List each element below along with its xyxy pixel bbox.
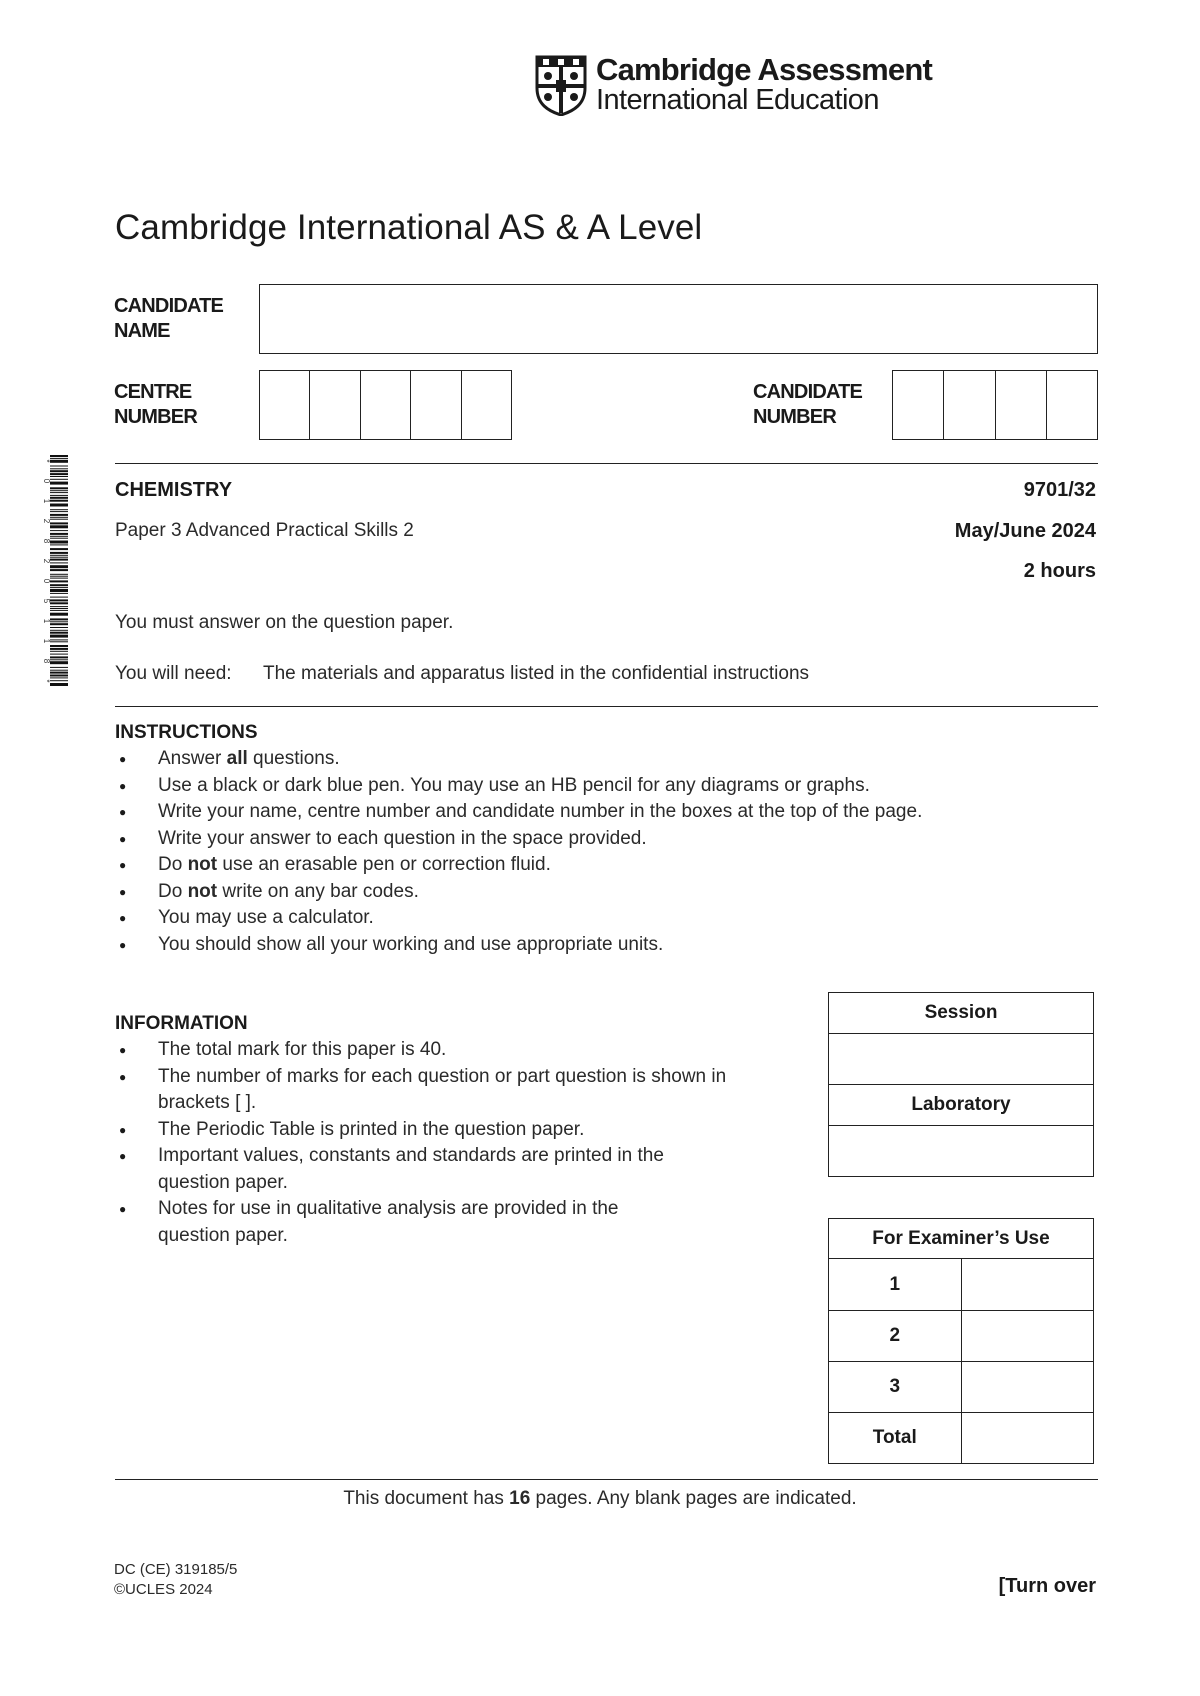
barcode-bar	[50, 492, 68, 493]
text: This document has	[343, 1488, 510, 1509]
barcode-bar	[50, 621, 68, 622]
barcode-bar	[50, 580, 68, 582]
barcode-bar	[50, 555, 68, 556]
instruction-item	[115, 799, 1098, 826]
instruction-item	[115, 852, 1098, 879]
barcode-bar	[50, 511, 68, 512]
answer-note: You must answer on the question paper.	[115, 612, 454, 633]
text: Do	[158, 854, 188, 875]
digit-cell[interactable]	[310, 371, 360, 439]
page-count: 16	[509, 1488, 531, 1509]
need-label: You will need:	[115, 663, 232, 684]
digit-cell[interactable]	[361, 371, 411, 439]
barcode-bar	[50, 517, 68, 518]
instruction-item	[115, 932, 1098, 959]
cambridge-logo	[534, 52, 933, 118]
barcode-bar	[50, 544, 68, 545]
text-line: The number of marks for each question or part question is shown in	[158, 1065, 727, 1087]
exam-session: May/June 2024	[954, 520, 1096, 542]
barcode-bar	[50, 677, 68, 678]
document-reference	[114, 1560, 237, 1600]
barcode-digit: *	[42, 459, 51, 463]
text-line: question paper.	[158, 1171, 288, 1193]
divider	[115, 463, 1098, 464]
barcode-bar	[50, 466, 68, 467]
instruction-item	[115, 879, 1098, 906]
barcode-bar	[50, 458, 68, 459]
label-line: NUMBER	[114, 406, 197, 428]
barcode-bar	[50, 509, 68, 510]
text-line: question paper.	[158, 1224, 288, 1246]
text: Do	[158, 880, 188, 902]
barcode-bar	[50, 495, 68, 496]
laboratory-field[interactable]	[829, 1126, 1094, 1177]
information-heading: INFORMATION	[115, 1013, 248, 1034]
mark-cell[interactable]	[961, 1259, 1094, 1311]
subject: CHEMISTRY	[115, 479, 233, 501]
instructions-list	[115, 746, 1098, 958]
candidate-number-field[interactable]	[892, 370, 1098, 440]
instructions-section	[115, 720, 1098, 958]
bullet-icon: ●	[119, 831, 127, 846]
barcode-bar	[50, 476, 68, 477]
barcode-bar	[50, 654, 68, 655]
barcode-bar	[50, 639, 68, 640]
text: write on any bar codes.	[217, 880, 419, 902]
bullet-icon: ●	[119, 1202, 127, 1216]
barcode-digit: 1	[42, 618, 51, 624]
information-item	[115, 1064, 795, 1117]
text: use an erasable pen or correction fluid.	[217, 854, 551, 875]
barcode-bar	[50, 470, 68, 472]
barcode-bar	[50, 672, 68, 674]
barcode-digit: 5	[42, 598, 51, 604]
mark-cell[interactable]	[961, 1413, 1094, 1464]
barcode-bar	[50, 648, 68, 650]
barcode-bar	[50, 667, 68, 668]
duration: 2 hours	[1023, 560, 1096, 582]
digit-cell[interactable]	[411, 371, 461, 439]
text: Answer	[158, 748, 227, 769]
label-line: CANDIDATE	[753, 381, 863, 403]
text: pages. Any blank pages are indicated.	[530, 1488, 857, 1509]
session-table	[828, 992, 1094, 1177]
barcode-bar	[50, 525, 68, 528]
barcode-bar	[50, 670, 68, 671]
barcode-digit: 0	[42, 578, 51, 584]
barcode-bar	[50, 541, 68, 544]
barcode-icon	[42, 455, 68, 687]
label-line: CANDIDATE	[114, 295, 224, 317]
divider	[115, 706, 1098, 707]
barcode-bar	[50, 455, 68, 457]
question-number: 2	[829, 1311, 962, 1362]
barcode-bar	[50, 460, 68, 463]
barcode-bar	[50, 479, 68, 480]
digit-cell[interactable]	[462, 371, 511, 439]
information-item	[115, 1143, 795, 1196]
centre-number-field[interactable]	[259, 370, 512, 440]
barcode-bar	[50, 587, 68, 588]
digit-cell[interactable]	[996, 371, 1047, 439]
barcode-bar	[50, 618, 68, 620]
bullet-icon: ●	[119, 858, 127, 872]
text: questions.	[247, 748, 340, 769]
barcode-bar	[50, 482, 68, 485]
barcode-bar	[50, 623, 68, 625]
bullet-icon: ●	[119, 884, 127, 899]
barcode-bar	[50, 680, 68, 681]
question-number: 1	[829, 1259, 962, 1311]
barcode-bar	[50, 608, 68, 609]
barcode-bar	[50, 574, 68, 575]
barcode-bar	[50, 627, 68, 628]
question-number: Total	[829, 1413, 962, 1464]
barcode-bar	[50, 530, 68, 531]
bullet-icon: ●	[119, 1043, 127, 1057]
text: Write your name, centre number and candidate number in the boxes at the top of the page.	[158, 801, 923, 822]
barcode-digit: 8	[42, 658, 51, 664]
text-line: Important values, constants and standards are printed in the	[158, 1145, 664, 1166]
bullet-icon: ●	[119, 752, 127, 766]
text: Use a black or dark blue pen. You may use an HB pencil for any diagrams or graphs.	[158, 774, 870, 796]
barcode-bar	[50, 497, 68, 499]
barcode-bar	[50, 468, 68, 469]
barcode-bar	[50, 659, 68, 660]
barcode-bar	[50, 613, 68, 616]
barcode-bar	[50, 597, 68, 598]
barcode-bar	[50, 548, 68, 550]
barcode-bar	[50, 533, 68, 535]
instruction-item	[115, 905, 1098, 932]
need-text: The materials and apparatus listed in the confidential instructions	[263, 663, 810, 684]
candidate-name-label	[114, 294, 223, 344]
barcode-bar	[50, 538, 68, 539]
centre-number-label	[114, 380, 197, 430]
instruction-item	[115, 746, 1098, 773]
barcode-bar	[50, 610, 68, 611]
barcode-bar	[50, 504, 68, 507]
barcode-bar	[50, 584, 68, 586]
question-number: 3	[829, 1362, 962, 1413]
barcode-bar	[50, 473, 68, 475]
barcode-bar	[50, 500, 68, 502]
examiner-row	[829, 1413, 1094, 1464]
crest-shield-icon	[534, 54, 588, 116]
divider	[115, 1479, 1098, 1480]
information-item	[115, 1117, 795, 1144]
emphasis: not	[187, 854, 218, 875]
barcode-bar	[50, 630, 68, 631]
text-line: Notes for use in qualitative analysis are provided in the	[158, 1198, 619, 1219]
bullet-icon: ●	[119, 1149, 127, 1163]
barcode-bar	[50, 487, 68, 489]
barcode-bar	[50, 635, 68, 638]
barcode-bar	[50, 651, 68, 652]
examiner-row	[829, 1311, 1094, 1362]
information-section	[115, 1011, 795, 1249]
examiner-heading: For Examiner’s Use	[829, 1219, 1094, 1259]
bullet-icon: ●	[119, 937, 127, 952]
barcode-bar	[50, 552, 68, 554]
examiner-row	[829, 1362, 1094, 1413]
barcode-digit: 1	[42, 498, 51, 504]
barcode-bar	[50, 490, 68, 491]
text-line: brackets [ ].	[158, 1092, 257, 1113]
barcode-bar	[50, 536, 68, 537]
mark-cell[interactable]	[961, 1362, 1094, 1413]
label-line: CENTRE	[114, 381, 192, 403]
candidate-name-field[interactable]	[259, 284, 1098, 354]
copyright: ©UCLES 2024	[114, 1581, 213, 1598]
bullet-icon: ●	[119, 1069, 127, 1084]
barcode-bar	[50, 632, 68, 634]
barcode-bar	[50, 578, 68, 579]
barcode-bar	[50, 565, 68, 568]
barcode	[42, 455, 68, 687]
barcode-bar	[50, 593, 68, 594]
barcode-bar	[50, 599, 68, 601]
text: You should show all your working and use appropriate units.	[158, 933, 664, 955]
barcode-digit: 0	[42, 478, 51, 484]
barcode-digit: *	[42, 679, 51, 683]
barcode-digit: 2	[42, 558, 51, 564]
digit-cell[interactable]	[1047, 371, 1097, 439]
instruction-item	[115, 826, 1098, 853]
digit-cell[interactable]	[944, 371, 995, 439]
barcode-bar	[50, 559, 68, 561]
digit-cell[interactable]	[893, 371, 944, 439]
barcode-bar	[50, 562, 68, 563]
barcode-bar	[50, 645, 68, 647]
session-field[interactable]	[829, 1034, 1094, 1085]
barcode-digit: 8	[42, 538, 51, 544]
barcode-bar	[50, 641, 68, 642]
mark-cell[interactable]	[961, 1311, 1094, 1362]
barcode-bar	[50, 661, 68, 664]
information-item	[115, 1196, 795, 1249]
barcode-bar	[50, 576, 68, 577]
text: Write your answer to each question in the space provided.	[158, 827, 647, 849]
text-line: The total mark for this paper is 40.	[158, 1039, 447, 1060]
paper-code: 9701/32	[1023, 479, 1096, 501]
barcode-bar	[50, 557, 68, 558]
information-item	[115, 1037, 795, 1064]
barcode-bar	[50, 569, 68, 571]
instructions-heading: INSTRUCTIONS	[115, 722, 258, 743]
bullet-icon: ●	[119, 1122, 127, 1137]
text-line: The Periodic Table is printed in the question paper.	[158, 1118, 585, 1140]
logo-line-1: Cambridge Assessment	[596, 52, 933, 87]
text: You may use a calculator.	[158, 907, 374, 928]
bullet-icon: ●	[119, 778, 127, 793]
session-label: Session	[829, 993, 1094, 1034]
logo-line-2: International Education	[596, 84, 879, 116]
paper-title: Paper 3 Advanced Practical Skills 2	[115, 520, 414, 541]
barcode-digit: 2	[42, 518, 51, 524]
barcode-bar	[50, 602, 68, 604]
barcode-bar	[50, 606, 68, 607]
emphasis: not	[187, 880, 218, 902]
barcode-bar	[50, 589, 68, 592]
doc-ref: DC (CE) 319185/5	[114, 1561, 238, 1578]
barcode-bar	[50, 519, 68, 520]
label-line: NUMBER	[753, 406, 836, 428]
examiner-use-table	[828, 1218, 1094, 1464]
barcode-digit: 1	[42, 638, 51, 644]
laboratory-label: Laboratory	[829, 1085, 1094, 1126]
barcode-bar	[50, 514, 68, 516]
emphasis: all	[226, 748, 248, 769]
bullet-icon: ●	[119, 805, 127, 819]
barcode-bar	[50, 522, 68, 524]
page-count-note	[0, 1488, 1200, 1510]
barcode-bar	[50, 683, 68, 686]
barcode-bar	[50, 656, 68, 658]
digit-cell[interactable]	[260, 371, 310, 439]
qualification-title: Cambridge International AS & A Level	[115, 208, 703, 247]
label-line: NAME	[114, 320, 170, 342]
turn-over: [Turn over	[998, 1575, 1096, 1597]
instruction-item	[115, 773, 1098, 800]
barcode-bar	[50, 675, 68, 677]
candidate-number-label	[753, 380, 862, 430]
bullet-icon: ●	[119, 911, 127, 925]
examiner-row	[829, 1259, 1094, 1311]
information-list	[115, 1037, 795, 1249]
